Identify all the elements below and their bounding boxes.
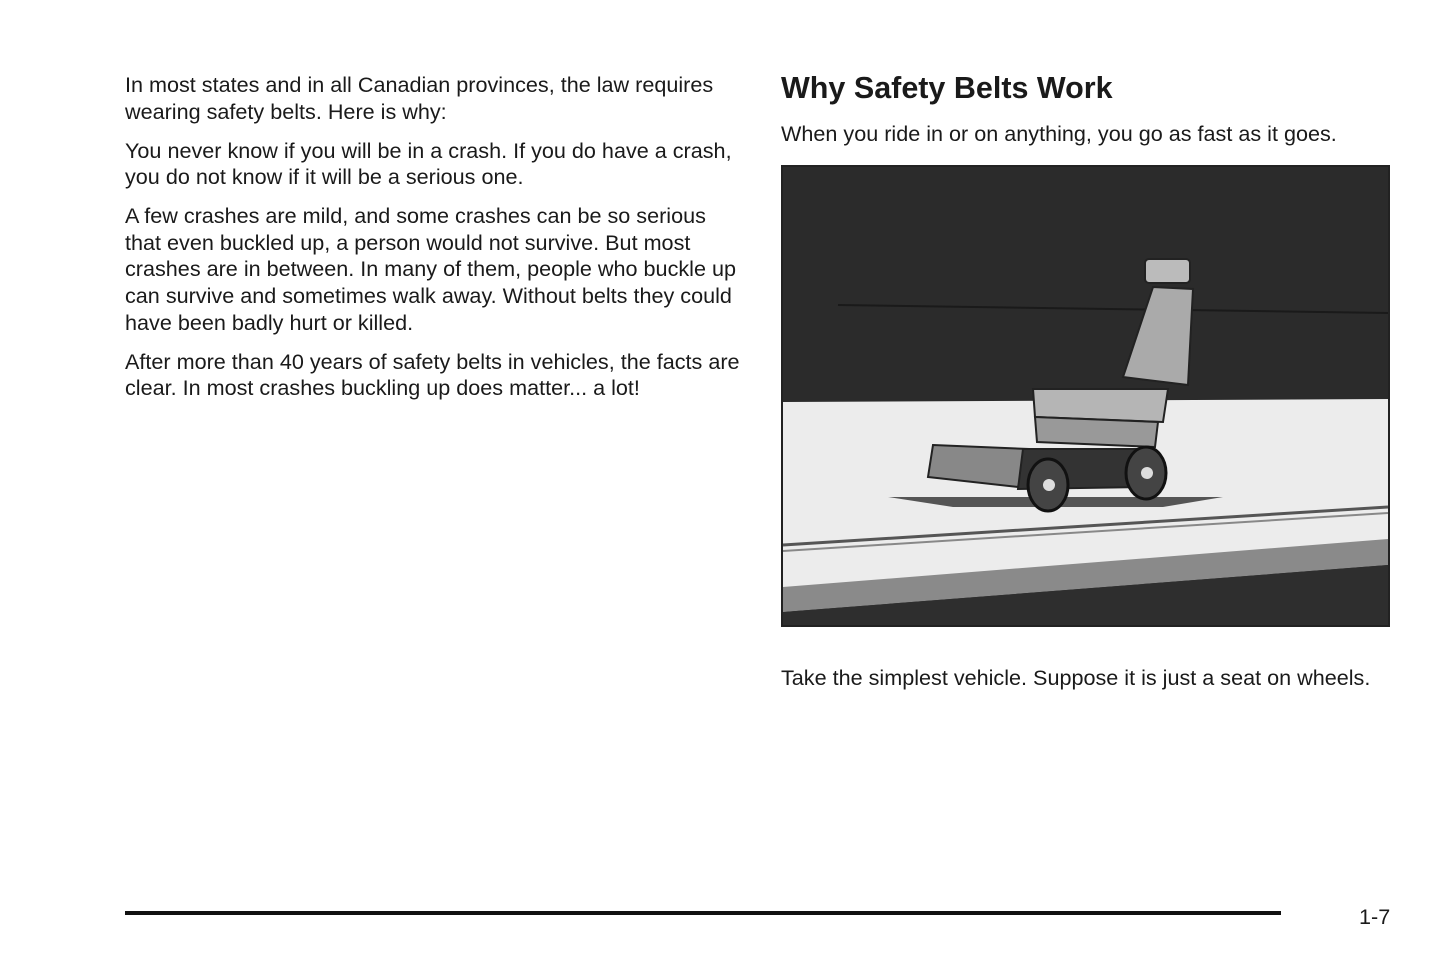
section-heading: Why Safety Belts Work [781, 71, 1113, 105]
left-column [125, 72, 745, 414]
paragraph: A few crashes are mild, and some crashes can be so serious that even buckled up, a person would not survive. But most crashes are in between. In many of them, people who buckle up can survive and sometimes walk away. Without belts they could have been badly hurt or killed. [125, 203, 736, 335]
footer-rule [125, 911, 1281, 915]
paragraph: When you ride in or on anything, you go as fast as it goes. [781, 121, 1337, 146]
paragraph: After more than 40 years of safety belts in vehicles, the facts are clear. In most crashes buckling up does matter... a lot! [125, 348, 740, 401]
paragraph: You never know if you will be in a crash. If you do have a crash, you do not know if it will be a serious one. [125, 137, 732, 190]
seat-on-wheels-illustration [781, 165, 1390, 627]
figure-caption [781, 665, 1401, 704]
page-number: 1-7 [1359, 904, 1391, 929]
paragraph: In most states and in all Canadian provinces, the law requires wearing safety belts. Here is why: [125, 72, 714, 124]
paragraph: Take the simplest vehicle. Suppose it is just a seat on wheels. [781, 665, 1371, 690]
intro-text [781, 121, 1421, 160]
illustration-svg [783, 167, 1388, 625]
